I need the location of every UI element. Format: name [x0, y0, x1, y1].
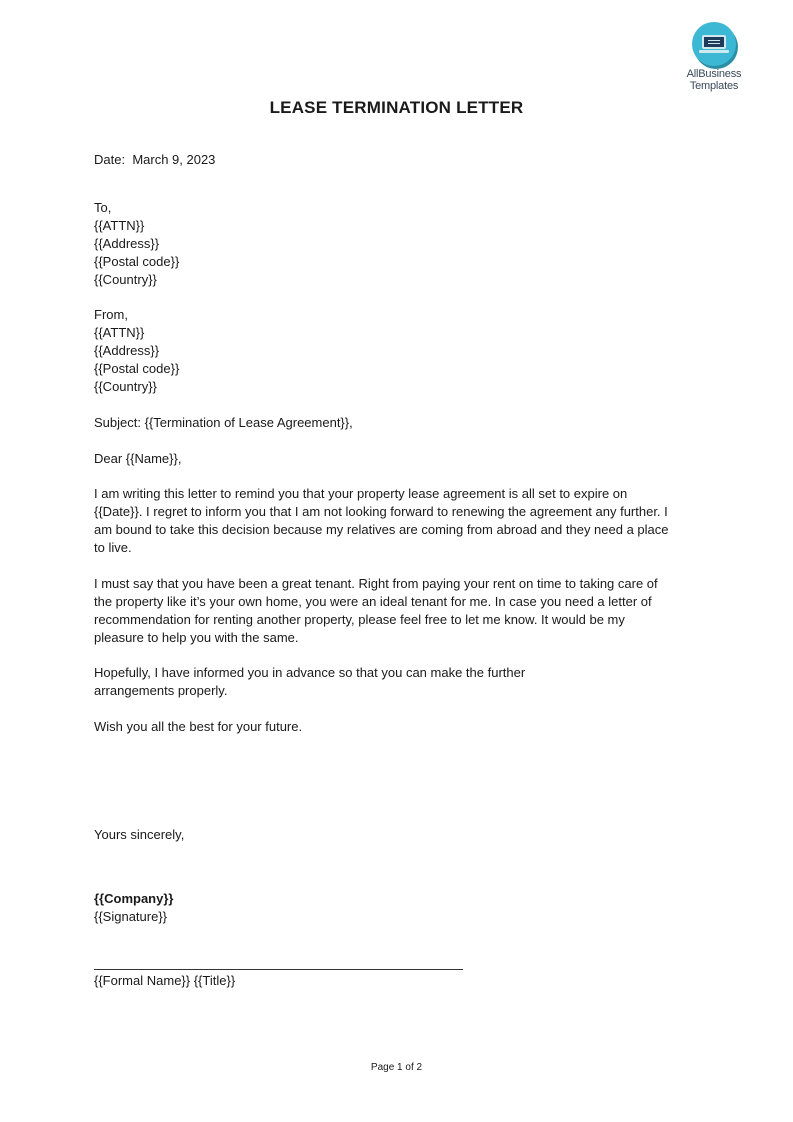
to-attn: {{ATTN}}: [94, 218, 145, 233]
logo-text: [676, 68, 752, 92]
company-logo: [676, 22, 752, 92]
from-postal: {{Postal code}}: [94, 361, 180, 376]
page-title: LEASE TERMINATION LETTER: [269, 98, 524, 117]
paragraph-1: I am writing this letter to remind you that your property lease agreement is all set to expire on {{Date}}. I regret to inform you that I am not looking forward to renewing the agreement any further. I am bound to take this decision because my relatives are coming from abroad and they need a place to live.: [94, 486, 669, 555]
paragraph-4: Wish you all the best for your future.: [94, 719, 303, 734]
to-country: {{Country}}: [94, 272, 157, 287]
closing: Yours sincerely,: [94, 827, 185, 842]
from-address: {{Address}}: [94, 343, 160, 358]
paragraph-2: I must say that you have been a great tenant. Right from paying your rent on time to taking care of the property like it’s your own home, you were an ideal tenant for me. In case you need a letter of recommendation for renting another property, please feel free to let me know. It would be my pleasure to help you with the same.: [94, 576, 658, 645]
sender-address: [94, 306, 179, 396]
formal-name-line: {{Formal Name}} {{Title}}: [94, 973, 236, 988]
from-attn: {{ATTN}}: [94, 325, 145, 340]
to-postal: {{Postal code}}: [94, 254, 180, 269]
to-heading: To,: [94, 200, 112, 215]
date-value: March 9, 2023: [132, 152, 216, 167]
company-name: {{Company}}: [94, 891, 174, 906]
to-address: {{Address}}: [94, 236, 160, 251]
page-number: Page 1 of 2: [370, 1062, 423, 1073]
signature-line: [94, 969, 463, 970]
laptop-icon: [692, 22, 736, 66]
from-heading: From,: [94, 307, 128, 322]
signature-block: [94, 890, 173, 926]
logo-line-2: Templates: [689, 80, 739, 92]
paragraph-3: Hopefully, I have informed you in advance so that you can make the further arrangements properly.: [94, 665, 526, 698]
salutation: Dear {{Name}},: [94, 451, 182, 466]
recipient-address: [94, 199, 179, 289]
date-line: [94, 151, 215, 169]
subject-line: Subject: {{Termination of Lease Agreement}},: [94, 415, 353, 430]
logo-line-1: AllBusiness: [686, 68, 742, 80]
date-label: Date:: [94, 152, 126, 167]
from-country: {{Country}}: [94, 379, 157, 394]
signature-placeholder: {{Signature}}: [94, 909, 168, 924]
